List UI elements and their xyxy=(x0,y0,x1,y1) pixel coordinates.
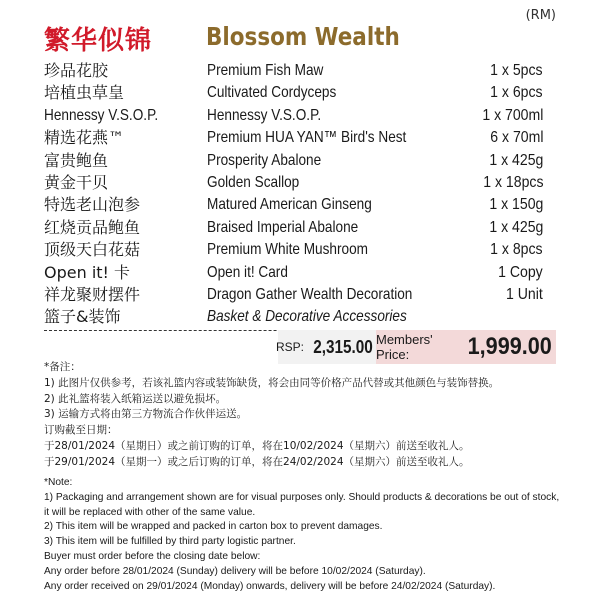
member-price-value: 1,999.00 xyxy=(467,333,552,360)
product-title-en: Blossom Wealth xyxy=(206,22,400,51)
item-name-cn: 黄金干贝 xyxy=(44,172,109,192)
item-name-cn: 红烧贡品鲍鱼 xyxy=(44,217,141,237)
notes-cn xyxy=(44,360,564,471)
item-quantity: 1 Unit xyxy=(506,285,543,303)
item-name-cn: 富贵鲍鱼 xyxy=(44,150,109,170)
notes-en xyxy=(44,476,564,594)
item-name-cn: Open it! 卡 xyxy=(44,262,131,282)
note-item: 2) This item will be wrapped and packed in carton box to prevent damages. xyxy=(44,521,383,533)
member-price-label: Members' Price: xyxy=(376,332,433,362)
price-box xyxy=(275,330,556,364)
note-item: 3) 运输方式将由第三方物流合作伙伴运送。 xyxy=(44,408,248,421)
currency-label: (RM) xyxy=(525,8,556,23)
list-item xyxy=(0,150,600,172)
item-name-en: Premium White Mushroom xyxy=(207,241,368,259)
list-item xyxy=(0,60,600,82)
item-name-en: Cultivated Cordyceps xyxy=(207,84,337,102)
deadline-item: Any order before 28/01/2024 (Sunday) delivery will be before 10/02/2024 (Saturday). xyxy=(44,565,426,577)
list-item xyxy=(0,82,600,104)
item-quantity: 1 Copy xyxy=(498,263,543,281)
list-item xyxy=(0,194,600,216)
deadline-heading-cn: 订购截至日期： xyxy=(44,424,118,437)
item-name-cn: 精选花燕™ xyxy=(44,128,125,148)
notes-heading-cn: *备注： xyxy=(44,361,81,373)
item-quantity: 1 x 425g xyxy=(488,151,543,169)
item-quantity: 1 x 5pcs xyxy=(490,62,543,79)
member-price xyxy=(376,330,556,364)
note-item: 2) 此礼篮将装入纸箱运送以避免损坏。 xyxy=(44,392,227,405)
list-item xyxy=(0,262,600,284)
notes-heading-en: *Note: xyxy=(44,477,73,488)
rsp-label: RSP: xyxy=(275,340,304,354)
item-name-cn: 珍品花胶 xyxy=(44,61,109,80)
note-item: 3) This item will be fulfilled by third party logistic partner. xyxy=(44,536,296,548)
list-item xyxy=(0,217,600,239)
item-name-cn: 培植虫草皇 xyxy=(44,83,125,103)
item-quantity: 1 x 700ml xyxy=(481,106,543,124)
item-quantity: 1 x 425g xyxy=(488,218,543,236)
list-item xyxy=(0,239,600,261)
list-item xyxy=(0,127,600,149)
item-name-cn: 篮子&装饰 xyxy=(44,307,121,327)
item-name-en: Open it! Card xyxy=(207,263,288,281)
deadline-heading-en: Buyer must order before the closing date below: xyxy=(44,550,261,562)
item-name-en: Premium HUA YAN™ Bird's Nest xyxy=(207,129,407,147)
item-name-en: Basket & Decorative Accessories xyxy=(207,308,407,326)
note-item: 1) 此图片仅供参考，若该礼篮内容或装饰缺货，将会由同等价格产品代替或其他颜色与装饰替换。 xyxy=(44,376,500,389)
item-name-en: Braised Imperial Abalone xyxy=(207,218,359,236)
deadline-item: 于29/01/2024（星期一）或之后订购的订单，将在24/02/2024（星期六）前送至收礼人。 xyxy=(44,455,470,468)
item-quantity: 6 x 70ml xyxy=(489,129,543,147)
item-list xyxy=(0,60,600,329)
item-name-cn: 特选老山泡参 xyxy=(44,195,141,215)
item-quantity: 1 x 18pcs xyxy=(482,173,543,191)
rsp-value: 2,315.00 xyxy=(313,336,373,357)
item-name-en: Golden Scallop xyxy=(207,173,300,191)
product-title-cn: 繁华似锦 xyxy=(44,26,153,56)
item-name-en: Matured American Ginseng xyxy=(207,196,372,214)
item-quantity: 1 x 150g xyxy=(488,196,543,214)
item-name-cn: 顶级天白花菇 xyxy=(44,240,141,260)
list-item xyxy=(0,172,600,194)
item-name-en: Prosperity Abalone xyxy=(207,151,322,169)
list-item xyxy=(0,105,600,127)
item-name-en: Dragon Gather Wealth Decoration xyxy=(207,285,413,303)
item-name-en: Hennessy V.S.O.P. xyxy=(207,106,322,124)
rsp-price xyxy=(275,330,376,364)
item-name-cn: Hennessy V.S.O.P. xyxy=(44,106,159,124)
item-name-en: Premium Fish Maw xyxy=(207,62,324,79)
item-quantity: 1 x 6pcs xyxy=(490,84,543,102)
item-name-cn: 祥龙聚财摆件 xyxy=(44,284,141,304)
deadline-item: Any order received on 29/01/2024 (Monday) onwards, delivery will be before 24/02/2024 (Saturday). xyxy=(44,580,496,592)
note-item: 1) Packaging and arrangement shown are for visual purposes only. Should products & decorations be out of stock, it will be replaced with other of the same value. xyxy=(44,491,560,518)
deadline-item: 于28/01/2024（星期日）或之前订购的订单，将在10/02/2024（星期六）前送至收礼人。 xyxy=(44,439,470,452)
item-quantity: 1 x 8pcs xyxy=(490,241,543,259)
list-item xyxy=(0,284,600,306)
list-item xyxy=(0,306,600,328)
